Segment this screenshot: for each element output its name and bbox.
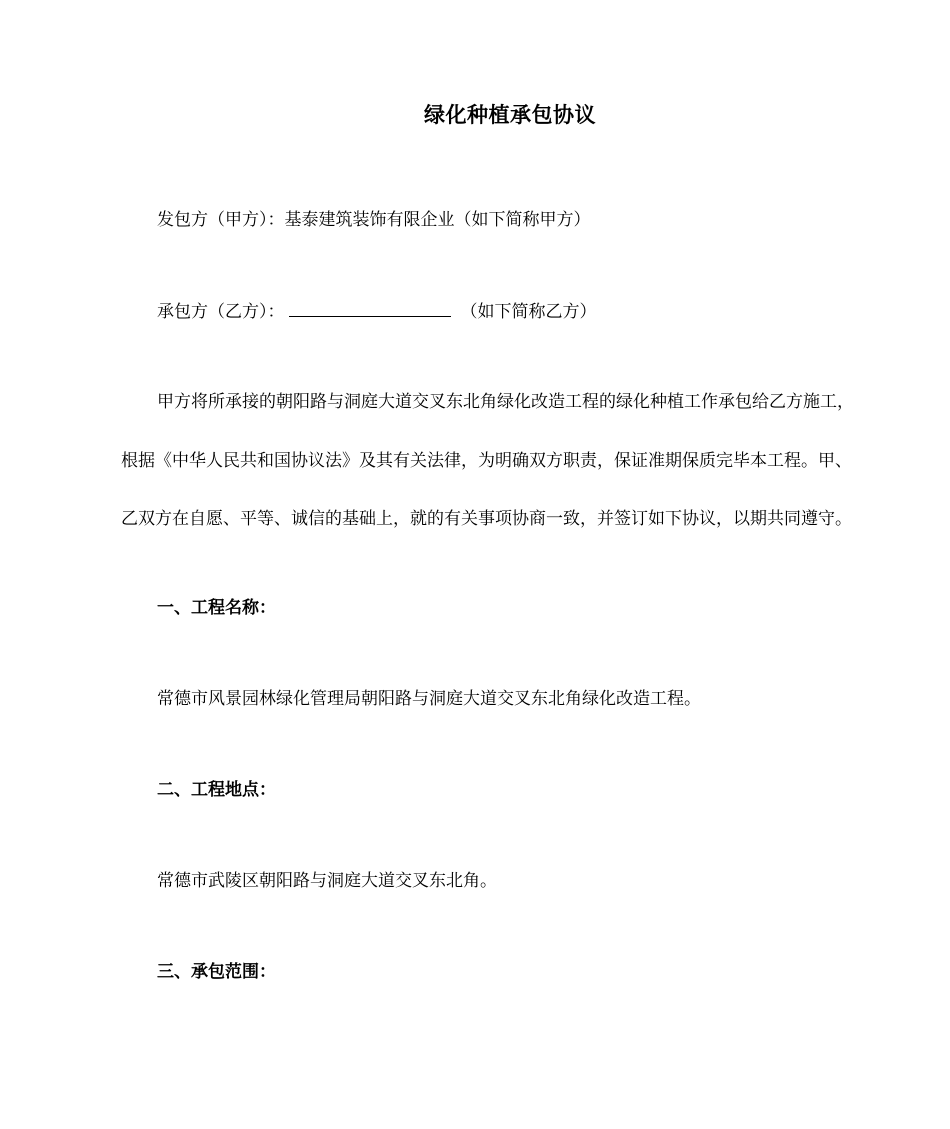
party-b-blank-field <box>289 299 451 317</box>
section-body-project-location: 常德市武陵区朝阳路与洞庭大道交叉东北角。 <box>157 871 497 891</box>
party-b-label: 承包方（乙方）： <box>157 302 285 322</box>
section-body-project-name: 常德市风景园林绿化管理局朝阳路与洞庭大道交叉东北角绿化改造工程。 <box>157 689 701 709</box>
intro-line-1: 甲方将所承接的朝阳路与洞庭大道交叉东北角绿化改造工程的绿化种植工作承包给乙方施工， <box>157 392 854 412</box>
party-b-line <box>157 299 597 324</box>
section-heading-project-name: 一、工程名称： <box>157 598 276 618</box>
party-b-suffix: （如下简称乙方） <box>460 302 597 322</box>
document-title: 绿化种植承包协议 <box>424 103 596 127</box>
intro-line-2: 根据《中华人民共和国协议法》及其有关法律，为明确双方职责，保证准期保质完毕本工程。甲、 <box>121 451 852 471</box>
section-heading-project-location: 二、工程地点： <box>157 780 276 800</box>
party-a-label: 发包方（甲方）： <box>157 210 285 230</box>
intro-line-3: 乙双方在自愿、平等、诚信的基础上，就的有关事项协商一致，并签订如下协议，以期共同遵守。 <box>121 509 852 529</box>
party-a-value: 基泰建筑装饰有限企业（如下简称甲方） <box>284 210 591 230</box>
party-a-line <box>157 208 591 232</box>
section-heading-contract-scope: 三、承包范围： <box>157 962 276 982</box>
